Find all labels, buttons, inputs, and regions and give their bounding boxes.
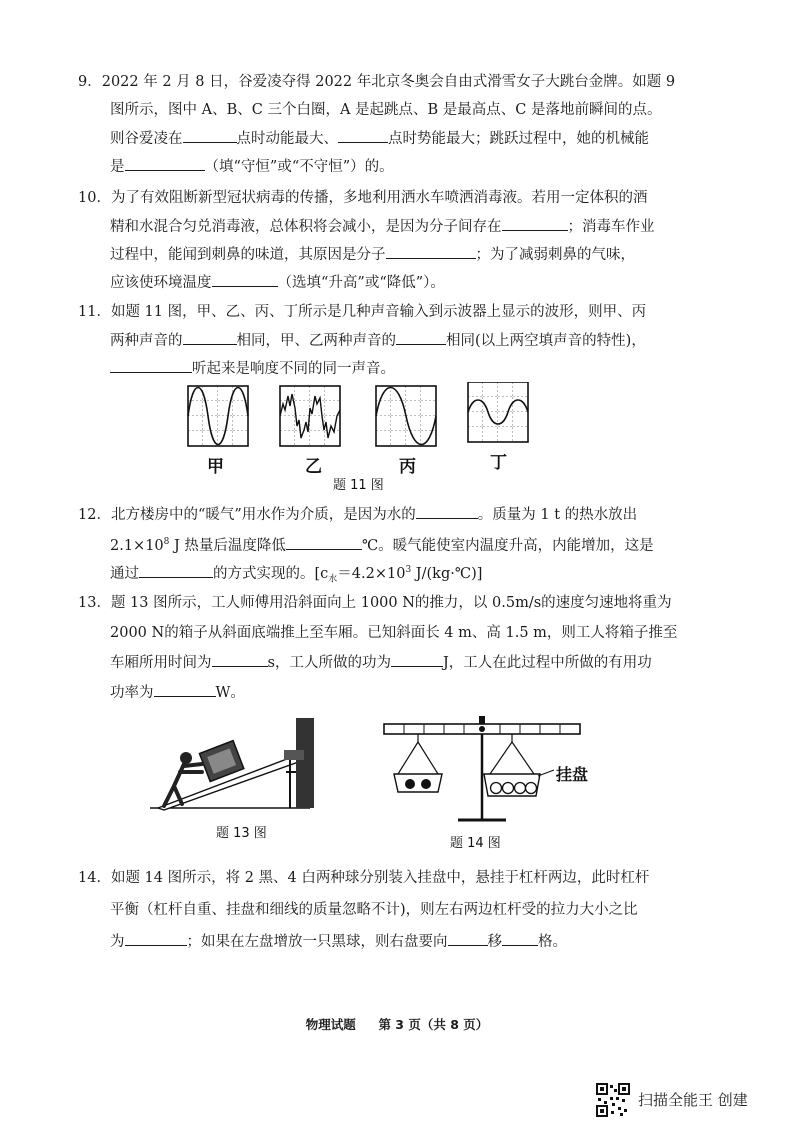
q13-line-4: 功率为 W。: [78, 678, 670, 708]
oscilloscope-bing: [376, 386, 436, 446]
label-jia: 甲: [207, 457, 224, 477]
answer-blank[interactable]: [416, 500, 478, 519]
question-12: [78, 500, 670, 584]
answer-blank[interactable]: [139, 559, 213, 578]
incline-figure: [150, 712, 330, 812]
q14-line-1: 14．如题 14 图所示，将 2 黑、4 白两种球分别装入挂盘中，悬挂于杠杆两边，此时杠杆: [78, 870, 650, 886]
label-ding: 丁: [490, 453, 507, 473]
q10-line-2: 精和水混合匀兑消毒液，总体积将会减小，是因为分子间存在 ；消毒车作业: [78, 212, 670, 240]
label-bing: 丙: [399, 457, 416, 477]
answer-blank[interactable]: [125, 152, 205, 171]
answer-blank[interactable]: [183, 124, 237, 143]
qr-code-icon: [596, 1083, 630, 1117]
answer-blank[interactable]: [110, 354, 192, 373]
answer-blank[interactable]: [502, 927, 538, 946]
q9-line-2: 图所示，图中 A、B、C 三个白圈，A 是起跳点、B 是最高点、C 是落地前瞬间的点。: [110, 102, 662, 118]
answer-blank[interactable]: [391, 648, 443, 667]
q9-line-3: 则谷爱凌在 点时动能最大、 点时势能最大；跳跃过程中，她的机械能: [78, 124, 670, 152]
q11-line-2: 两种声音的 相同，甲、乙两种声音的 相同(以上两空填声音的特性)，: [78, 326, 670, 354]
footer-subject: 物理试题: [305, 1017, 356, 1032]
answer-blank[interactable]: [448, 927, 488, 946]
answer-blank[interactable]: [386, 240, 476, 259]
q12-line-2: $2.1\times 10^8$ J 热量后温度降低 ℃。暖气能使室内温度升高，内能增加，这是: [78, 528, 670, 556]
figure-14-caption: 题 14 图: [450, 836, 501, 851]
answer-blank[interactable]: [154, 678, 216, 697]
answer-blank[interactable]: [183, 326, 237, 345]
answer-blank[interactable]: [396, 326, 446, 345]
oscilloscope-figure: [180, 382, 540, 452]
oscilloscope-yi: [280, 386, 340, 446]
q13-line-2: 2000 N的箱子从斜面底端推上至车厢。已知斜面长 4 m、高 1.5 m，则工人将箱子推至: [110, 625, 678, 641]
q10-line-1: 10．为了有效阻断新型冠状病毒的传播，多地利用洒水车喷洒消毒液。若用一定体积的酒: [78, 190, 648, 206]
label-yi: 乙: [305, 457, 322, 477]
answer-blank[interactable]: [125, 927, 187, 946]
figure-13-caption: 题 13 图: [216, 826, 267, 841]
figure-11-caption: 题 11 图: [333, 478, 384, 493]
oscilloscope-ding: [468, 382, 528, 442]
answer-blank[interactable]: [338, 124, 388, 143]
answer-blank[interactable]: [212, 648, 268, 667]
q11-line-1: 11．如题 11 图，甲、乙、丙、丁所示是几种声音输入到示波器上显示的波形，则甲、丙: [78, 304, 647, 320]
footer-page-number: 第 3 页（共 8 页）: [378, 1017, 489, 1032]
scanner-watermark: [596, 1083, 776, 1113]
q12-line-1: 12．北方楼房中的“暖气”用水作为介质，是因为水的 。质量为 1 t 的热水放出: [78, 500, 670, 528]
oscilloscope-jia: [188, 386, 248, 446]
question-11: [78, 298, 670, 382]
scanner-text: 扫描全能王 创建: [638, 1091, 748, 1109]
q14-line-3: 为 ；如果在左盘增放一只黑球，则右盘要向 移 格。: [78, 926, 670, 958]
question-10: [78, 184, 670, 296]
q13-line-1: 13．题 13 图所示，工人师傅用沿斜面向上 1000 N的推力，以 0.5m/s的速度匀速地将重为: [78, 595, 672, 611]
answer-blank[interactable]: [502, 212, 568, 231]
q14-line-2: 平衡（杠杆自重、挂盘和细线的质量忽略不计)，则左右两边杠杆受的拉力大小之比: [110, 902, 638, 918]
q13-line-3: 车厢所用时间为 s，工人所做的功为 J，工人在此过程中所做的有用功: [78, 648, 670, 678]
question-13: [78, 588, 678, 708]
q10-line-4: 应该使环境温度 （选填“升高”或“降低”）。: [78, 268, 670, 296]
question-9: [78, 68, 676, 180]
q9-line-1: 9．2022 年 2 月 8 日，谷爱凌夺得 2022 年北京冬奥会自由式滑雪女子大跳台金牌。如题 9: [78, 74, 676, 90]
answer-blank[interactable]: [286, 531, 362, 550]
page-footer: [0, 1015, 794, 1033]
q10-line-3: 过程中，能闻到刺鼻的味道，其原因是分子 ；为了减弱刺鼻的气味，: [78, 240, 670, 268]
q12-line-3: 通过 的方式实现的。[$c_水=4.2\times 10^3$ J/(kg·℃)]: [78, 556, 670, 584]
question-14: [78, 862, 670, 958]
answer-blank[interactable]: [212, 268, 278, 287]
pan-label: 挂盘: [556, 765, 589, 784]
q11-line-3: 听起来是响度不同的同一声音。: [78, 354, 670, 382]
q9-line-4: 是 （填“守恒”或“不守恒”）的。: [78, 152, 670, 180]
